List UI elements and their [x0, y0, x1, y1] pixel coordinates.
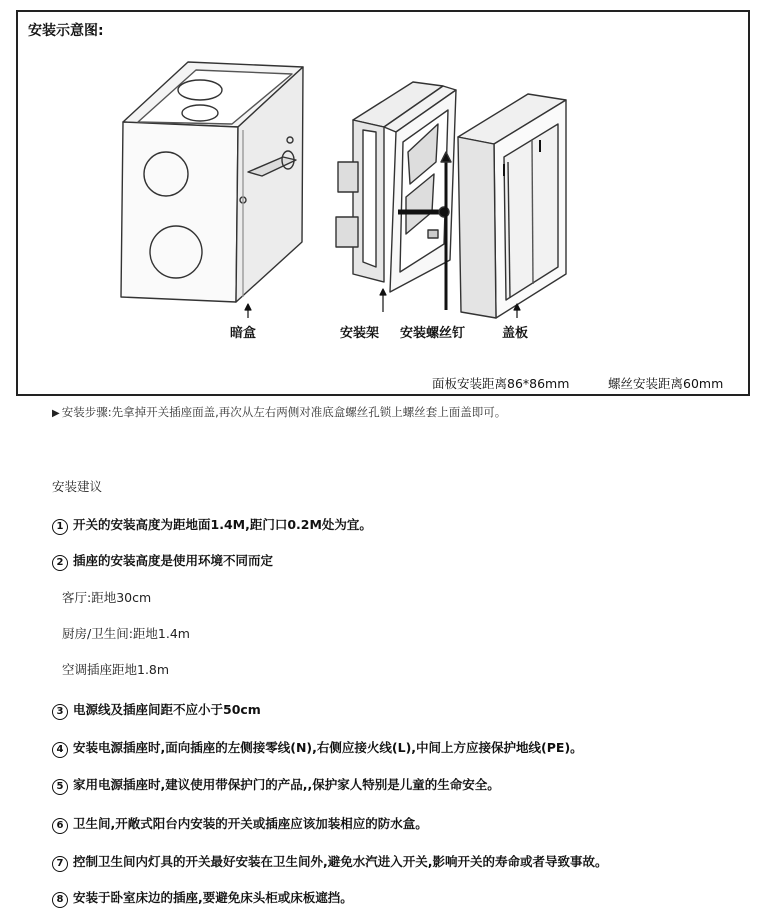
suggestion-text: 安装于卧室床边的插座,要避免床头柜或床板遮挡。: [73, 890, 353, 905]
circled-number: 6: [52, 818, 68, 834]
suggestion-text: 安装电源插座时,面向插座的左侧接零线(N),右侧应接火线(L),中间上方应接保护地线(PE)。: [73, 740, 583, 755]
panel-distance: 面板安装距离86*86mm: [432, 376, 570, 391]
suggestion-item: [52, 738, 583, 758]
label-junction-box: 暗盒: [230, 326, 257, 341]
diagram-frame: [16, 10, 750, 396]
suggestion-text: 卫生间,开敞式阳台内安装的开关或插座应该加装相应的防水盒。: [73, 816, 428, 831]
install-steps-text: 安装步骤:先拿掉开关插座面盖,再次从左右两侧对准底盒螺丝孔锁上螺丝套上面盖即可。: [61, 405, 507, 419]
circled-number: 8: [52, 892, 68, 908]
screw-distance: 螺丝安装距离60mm: [608, 376, 724, 391]
height-sub-item: 厨房/卫生间:距地1.4m: [62, 626, 190, 641]
mounting-frame-drawing: [336, 82, 456, 292]
suggestion-text: 家用电源插座时,建议使用带保护门的产品,,保护家人特别是儿童的生命安全。: [73, 777, 500, 792]
suggestion-item: [52, 852, 608, 872]
height-sub-item: 客厅:距地30cm: [62, 590, 152, 605]
install-steps: [52, 404, 506, 420]
suggestion-item: [52, 551, 273, 571]
circled-number: 7: [52, 856, 68, 872]
label-mounting-screw: 安装螺丝钉: [400, 326, 466, 341]
cover-plate-drawing: [458, 94, 566, 318]
circled-number: 5: [52, 779, 68, 795]
suggestion-text: 插座的安装高度是使用环境不同而定: [73, 553, 274, 568]
circled-number: 4: [52, 742, 68, 758]
junction-box-drawing: [121, 62, 303, 302]
suggestion-text: 开关的安装高度为距地面1.4M,距门口0.2M处为宜。: [73, 517, 372, 532]
circled-number: 2: [52, 555, 68, 571]
circled-number: 3: [52, 704, 68, 720]
suggestions-title: 安装建议: [52, 479, 103, 494]
suggestion-item: [52, 814, 428, 834]
label-cover-plate: 盖板: [502, 326, 529, 341]
suggestion-item: [52, 515, 372, 535]
suggestion-text: 电源线及插座间距不应小于50cm: [73, 702, 261, 717]
installation-illustration: [18, 12, 748, 394]
triangle-bullet-icon: ▶: [52, 408, 60, 419]
height-sub-item: 空调插座距地1.8m: [62, 662, 170, 677]
circled-number: 1: [52, 519, 68, 535]
suggestion-item: [52, 700, 261, 720]
label-mounting-frame: 安装架: [340, 326, 380, 341]
suggestion-text: 控制卫生间内灯具的开关最好安装在卫生间外,避免水汽进入开关,影响开关的寿命或者导致事故。: [73, 854, 608, 869]
diagram-title: 安装示意图:: [28, 23, 104, 39]
suggestion-item: [52, 888, 353, 908]
suggestion-item: [52, 775, 500, 795]
